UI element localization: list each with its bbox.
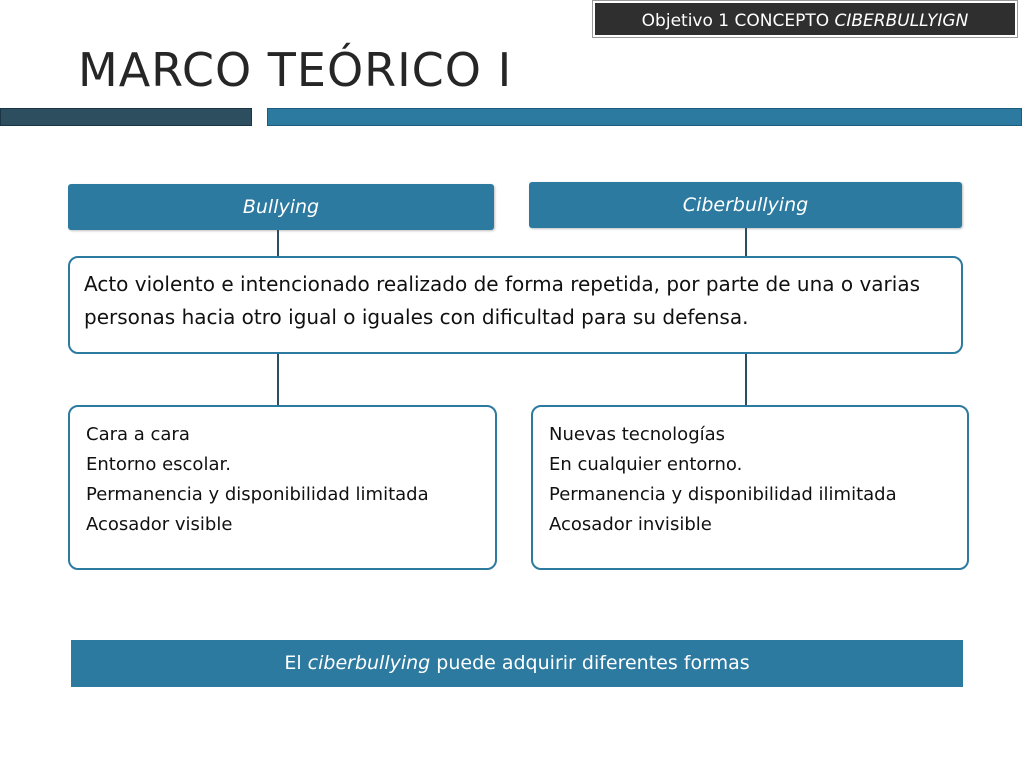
list-item: Nuevas tecnologías <box>549 424 726 445</box>
ciberbullying-traits-box <box>531 405 969 570</box>
definition-box <box>68 256 963 354</box>
footer-suffix: puede adquirir diferentes formas <box>430 652 750 674</box>
list-item: Permanencia y disponibilidad ilimitada <box>549 484 897 505</box>
ciberbullying-header: Ciberbullying <box>529 182 962 228</box>
connector-bullying-bottom <box>277 353 279 406</box>
title-underline-blue <box>267 108 1022 126</box>
ciberbullying-traits-list <box>549 420 955 540</box>
title-underline-dark <box>0 108 252 126</box>
connector-bullying-top <box>277 230 279 257</box>
page-title: MARCO TEÓRICO I <box>78 43 513 97</box>
bullying-traits-list <box>86 420 483 540</box>
bullying-traits-box <box>68 405 497 570</box>
list-item: Cara a cara <box>86 424 190 445</box>
list-item: Entorno escolar. <box>86 454 231 475</box>
footer-prefix: El <box>284 652 308 674</box>
objective-tag <box>593 1 1017 37</box>
list-item: Acosador visible <box>86 514 233 535</box>
bullying-header: Bullying <box>68 184 494 230</box>
list-item: Permanencia y disponibilidad limitada <box>86 484 429 505</box>
connector-ciberbullying-top <box>745 228 747 257</box>
footer-banner <box>71 640 963 687</box>
list-item: Acosador invisible <box>549 514 712 535</box>
footer-emphasis: ciberbullying <box>307 652 431 674</box>
objective-prefix: Objetivo 1 CONCEPTO <box>641 11 835 31</box>
definition-text: Acto violento e intencionado realizado de forma repetida, por parte de una o varias personas hacia otro igual o iguales con dificultad para su defensa. <box>84 272 920 329</box>
connector-ciberbullying-bottom <box>745 353 747 406</box>
list-item: En cualquier entorno. <box>549 454 743 475</box>
objective-emphasis: CIBERBULLYIGN <box>834 11 969 31</box>
